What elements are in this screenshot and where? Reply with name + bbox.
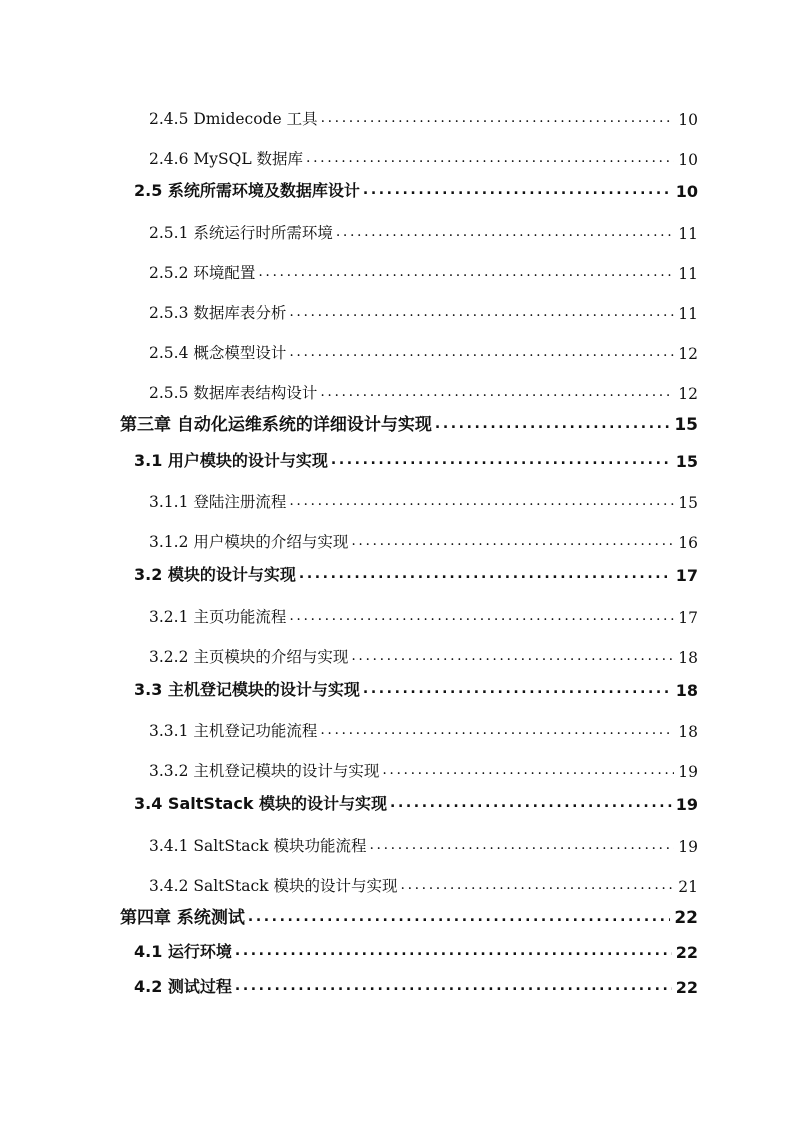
toc-entry-2-5-1[interactable] [149,215,698,243]
toc-entry-3-2[interactable] [134,557,698,585]
toc-entry-3-2-1[interactable] [149,599,698,627]
toc-entry-page: 19 [675,795,698,814]
toc-entry-3-3-2[interactable] [149,753,698,781]
toc-entry-page: 10 [678,151,698,169]
toc-entry-title: 3.2.1 主页功能流程 [149,608,287,626]
dot-leader [435,417,670,435]
toc-entry-page: 22 [675,943,698,962]
toc-entry-page: 15 [675,452,698,471]
dot-leader [289,494,674,512]
toc-entry-title: 2.5.1 系统运行时所需环境 [149,224,333,242]
dot-leader [289,305,674,323]
dot-leader [351,649,674,667]
toc-entry-page: 18 [678,723,698,741]
toc-entry-page: 10 [675,182,698,201]
dot-leader [401,878,675,896]
toc-entry-page: 12 [678,345,698,363]
toc-entry-title: 3.3.1 主机登记功能流程 [149,722,318,740]
toc-entry-3-3-1[interactable] [149,713,698,741]
toc-entry-title: 3.4.1 SaltStack 模块功能流程 [149,837,367,855]
dot-leader [258,265,674,283]
dot-leader [331,453,672,471]
toc-entry-title: 2.5.2 环境配置 [149,264,256,282]
dot-leader [370,838,675,856]
toc-entry-title: 4.2 测试过程 [134,977,232,996]
toc-entry-title: 3.1.2 用户模块的介绍与实现 [149,533,349,551]
toc-entry-title: 3.3.2 主机登记模块的设计与实现 [149,762,380,780]
toc-entry-2-5-5[interactable] [149,375,698,403]
dot-leader [382,763,674,781]
toc-entry-title: 3.3 主机登记模块的设计与实现 [134,680,360,699]
toc-entry-title: 3.1 用户模块的设计与实现 [134,451,328,470]
toc-entry-title: 3.1.1 登陆注册流程 [149,493,287,511]
dot-leader [299,567,672,585]
toc-entry-2-5-2[interactable] [149,255,698,283]
dot-leader [336,225,674,243]
toc-entry-title: 2.4.6 MySQL 数据库 [149,150,304,168]
dot-leader [289,345,674,363]
toc-entry-2-5-4[interactable] [149,335,698,363]
toc-entry-page: 15 [674,415,698,435]
toc-entry-title: 2.5.5 数据库表结构设计 [149,384,318,402]
dot-leader [320,723,674,741]
toc-entry-3-4-2[interactable] [149,868,698,896]
toc-entry-2-5-3[interactable] [149,295,698,323]
toc-entry-page: 21 [678,878,698,896]
toc-entry-2-4-6[interactable] [149,141,698,169]
toc-entry-title: 4.1 运行环境 [134,942,232,961]
toc-entry-page: 22 [675,978,698,997]
toc-entry-page: 19 [678,763,698,781]
toc-entry-3-1-1[interactable] [149,484,698,512]
dot-leader [363,682,672,700]
toc-entry-2-5[interactable] [134,173,698,201]
toc-entry-page: 15 [678,494,698,512]
toc-entry-4-1[interactable] [134,934,698,962]
dot-leader [235,944,672,962]
toc-entry-3-4[interactable] [134,786,698,814]
toc-entry-chapter-3[interactable] [120,407,698,435]
toc-entry-page: 18 [678,649,698,667]
dot-leader [306,151,674,169]
toc-entry-title: 第三章 自动化运维系统的详细设计与实现 [120,415,432,435]
toc-entry-3-2-2[interactable] [149,639,698,667]
toc-entry-page: 16 [678,534,698,552]
toc-entry-title: 3.4 SaltStack 模块的设计与实现 [134,794,388,813]
toc-entry-title: 3.2 模块的设计与实现 [134,565,296,584]
toc-entry-chapter-4[interactable] [120,900,698,928]
toc-entry-title: 2.5.3 数据库表分析 [149,304,287,322]
toc-entry-page: 11 [678,225,698,243]
toc-entry-2-4-5[interactable] [149,101,698,129]
toc-entry-title: 第四章 系统测试 [120,908,245,928]
toc-entry-title: 2.5 系统所需环境及数据库设计 [134,181,360,200]
toc-entry-page: 11 [678,265,698,283]
dot-leader [235,979,672,997]
dot-leader [248,910,670,928]
toc-entry-3-4-1[interactable] [149,828,698,856]
dot-leader [289,609,674,627]
dot-leader [351,534,674,552]
toc-entry-title: 3.4.2 SaltStack 模块的设计与实现 [149,877,398,895]
toc-entry-page: 18 [675,681,698,700]
toc-entry-page: 17 [678,609,698,627]
toc-entry-title: 2.5.4 概念模型设计 [149,344,287,362]
toc-entry-title: 2.4.5 Dmidecode 工具 [149,110,318,128]
toc-entry-page: 11 [678,305,698,323]
toc-entry-3-1[interactable] [134,443,698,471]
toc-entry-title: 3.2.2 主页模块的介绍与实现 [149,648,349,666]
toc-entry-page: 10 [678,111,698,129]
toc-entry-page: 19 [678,838,698,856]
toc-entry-4-2[interactable] [134,969,698,997]
dot-leader [363,183,672,201]
toc-entry-page: 12 [678,385,698,403]
dot-leader [320,385,674,403]
dot-leader [321,111,675,129]
toc-entry-3-1-2[interactable] [149,524,698,552]
toc-entry-page: 22 [674,908,698,928]
dot-leader [390,796,672,814]
toc-entry-3-3[interactable] [134,672,698,700]
toc-entry-page: 17 [675,566,698,585]
